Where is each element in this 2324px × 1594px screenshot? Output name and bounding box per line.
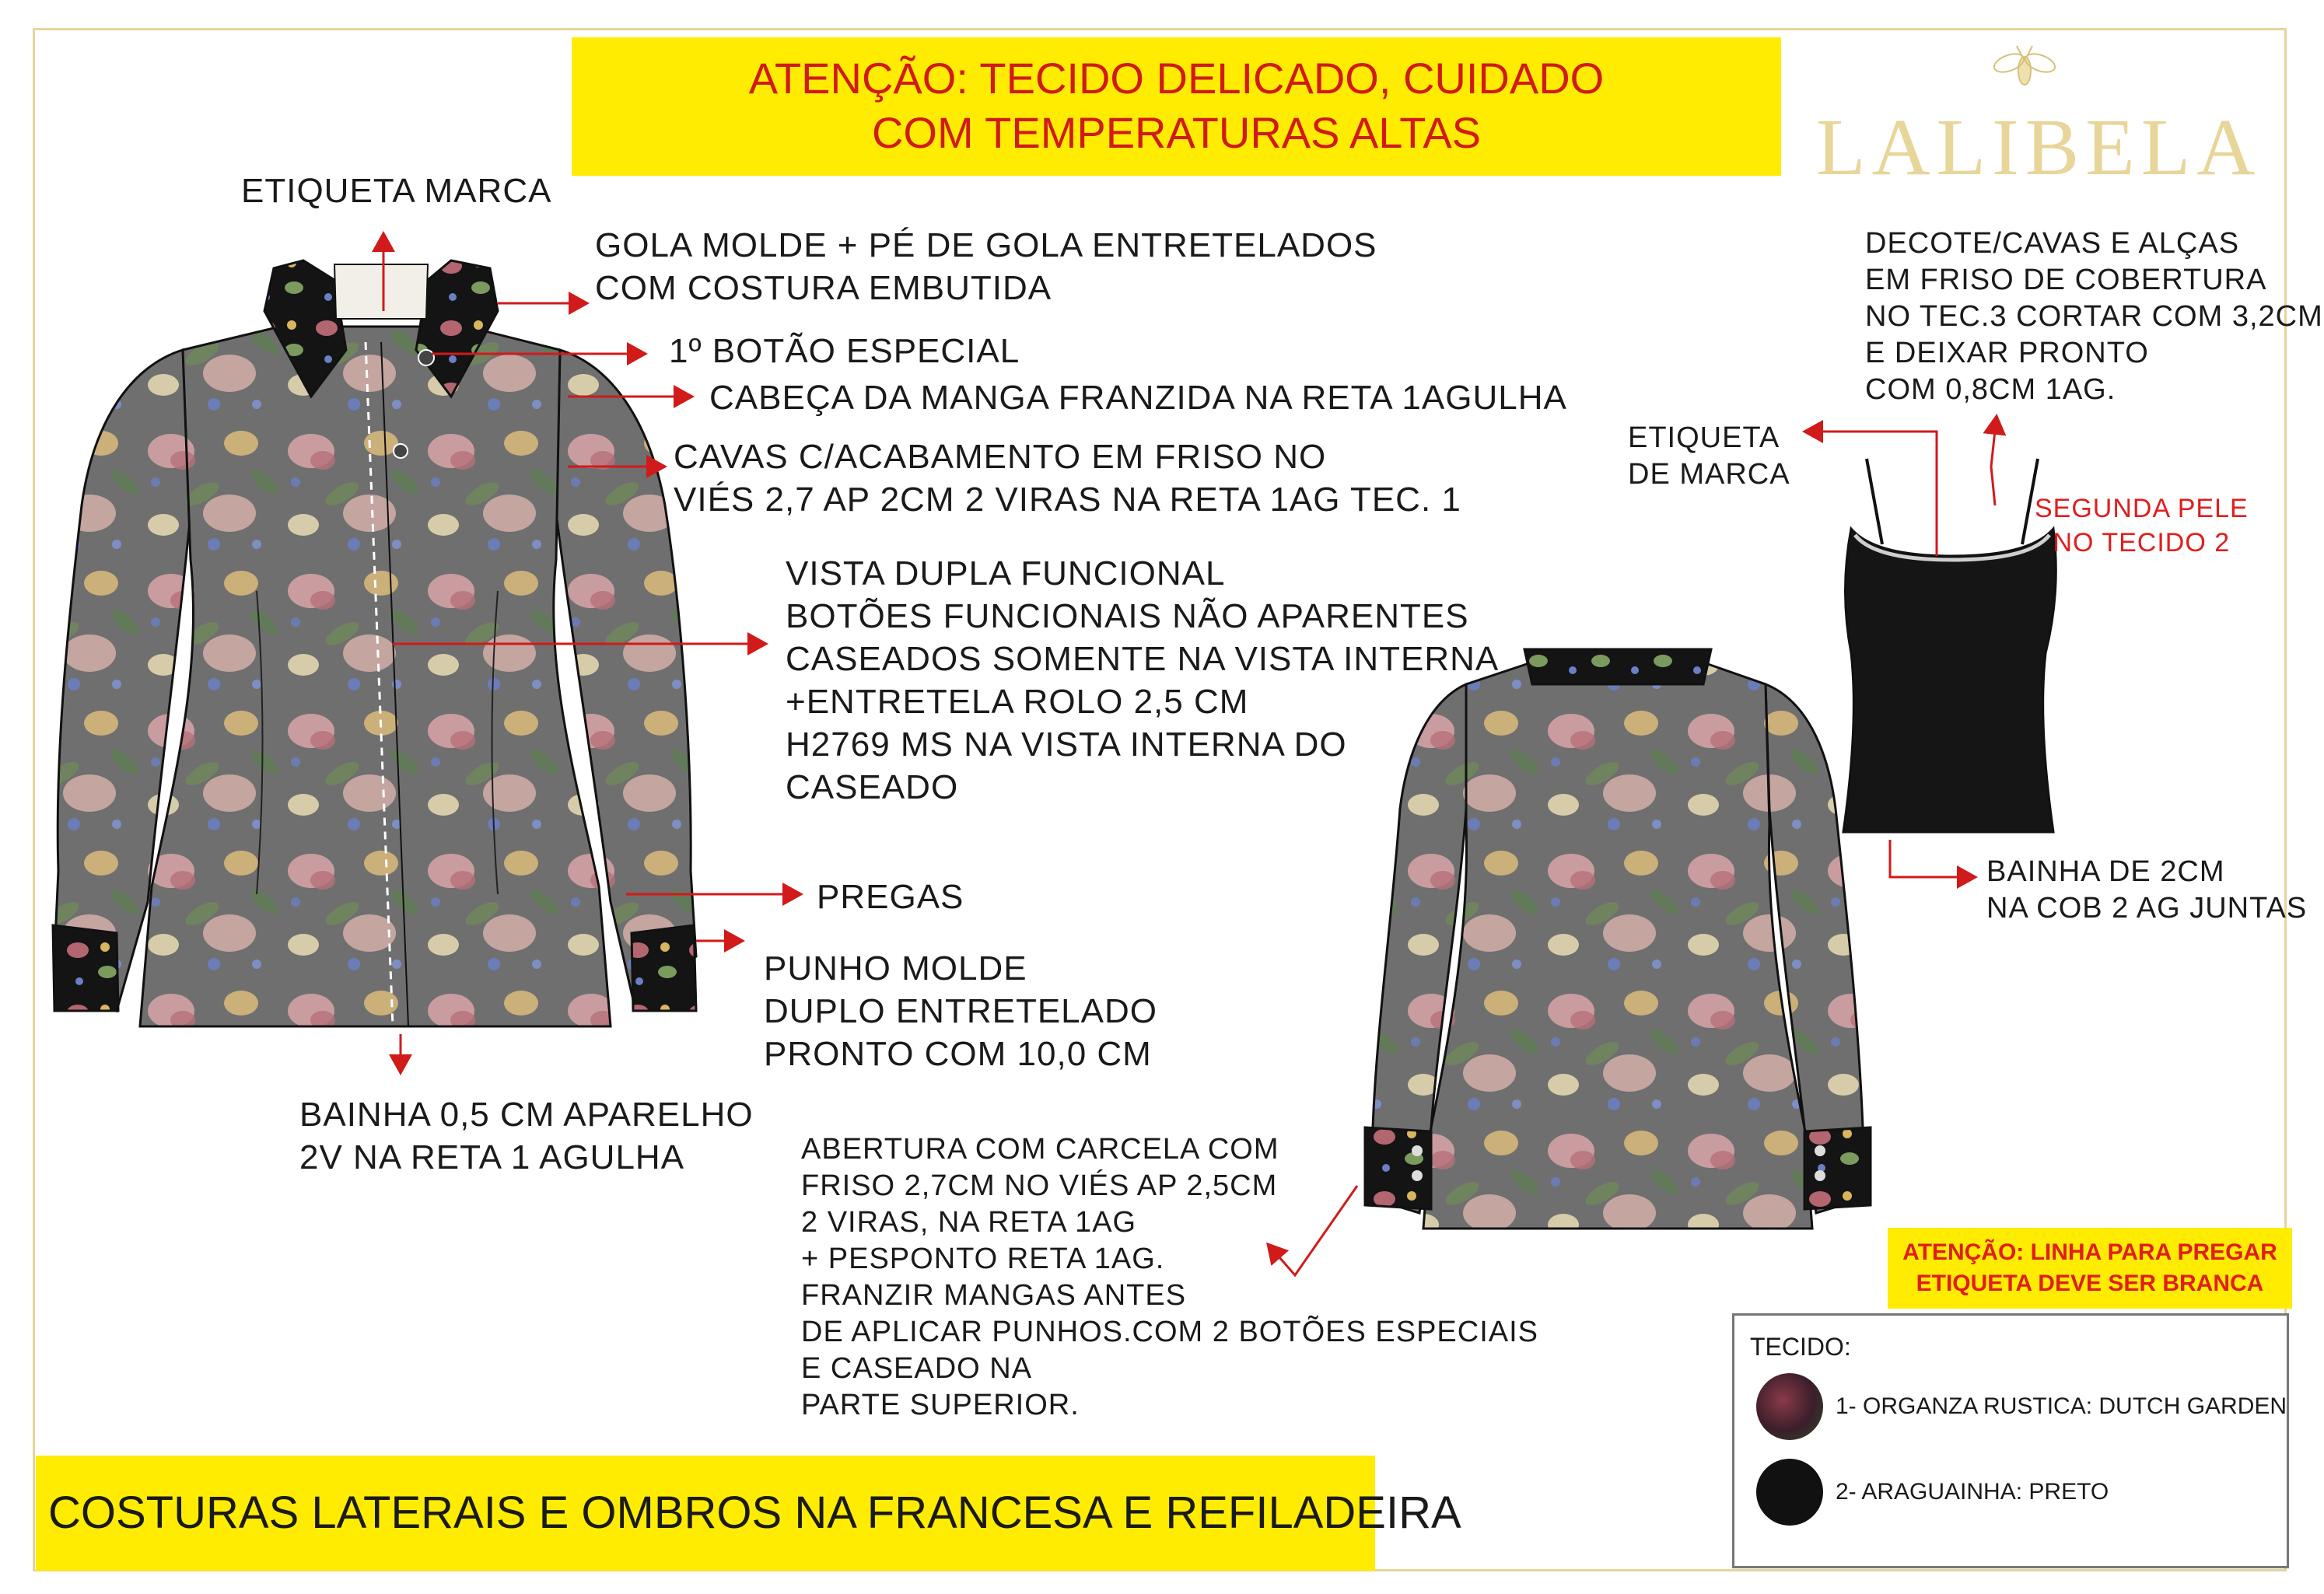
note-camisole-neckline: DECOTE/CAVAS E ALÇAS EM FRISO DE COBERTURA NO TEC.3 CORTAR COM 3,2CM E DEIXAR PRONTO COM 0,8CM 1AG. [1865,227,2323,406]
camisole-left-strap [1867,459,1882,544]
back-cuff-button [1815,1145,1825,1156]
fabric-legend-item-2: 2- ARAGUAINHA: PRETO [1836,1479,2109,1505]
note-first-button: 1º BOTÃO ESPECIAL [669,332,1020,370]
front-button-2 [394,444,408,458]
camisole-body [1843,529,2056,832]
fabric-swatch-araguainha [1756,1459,1823,1526]
note-camisole-hem: BAINHA DE 2CM NA COB 2 AG JUNTAS [1986,855,2308,925]
note-label-brand: ETIQUETA MARCA [241,172,552,210]
front-left-cuff [53,925,118,1011]
bottom-seam-banner: COSTURAS LATERAIS E OMBROS NA FRANCESA E REFILADEIRA [36,1456,1375,1571]
back-cuff-button [1815,1170,1825,1181]
white-thread-warning: ATENÇÃO: LINHA PARA PREGAR ETIQUETA DEVE SER BRANCA [1888,1228,2292,1309]
fabric-legend-item-1: 1- ORGANZA RUSTICA: DUTCH GARDEN [1836,1393,2287,1419]
back-collar [1524,649,1711,684]
note-cuff: PUNHO MOLDE DUPLO ENTRETELADO PRONTO COM 10,0 CM [764,949,1157,1073]
note-sleeve-head: CABEÇA DA MANGA FRANZIDA NA RETA 1AGULHA [709,379,1567,417]
note-collar: GOLA MOLDE + PÉ DE GOLA ENTRETELADOS COM COSTURA EMBUTIDA [595,226,1377,307]
front-collar-stand [334,264,428,319]
front-right-cuff [632,925,696,1011]
note-second-skin: SEGUNDA PELE NO TECIDO 2 [2035,494,2249,558]
note-opening: ABERTURA COM CARCELA COM FRISO 2,7CM NO VIÉS AP 2,5CM 2 VIRAS, NA RETA 1AG + PESPONTO RETA 1AG. FRANZIR MANGAS ANTES DE APLICAR PUNHOS.COM 2 BOTÕES ESPECIAIS E CASEADO NA PARTE SUPERIOR. [801,1133,1539,1421]
front-first-button [418,350,434,365]
brand-logo: LALIBELA [1816,103,2262,192]
fabric-legend-title: TECIDO: [1750,1333,1851,1361]
top-banner-line-2: COM TEMPERATURAS ALTAS [871,108,1482,157]
top-warning-banner [572,37,1781,176]
note-armhole: CAVAS C/ACABAMENTO EM FRISO NO VIÉS 2,7 AP 2CM 2 VIRAS NA RETA 1AG TEC. 1 [674,438,1461,519]
note-hem: BAINHA 0,5 CM APARELHO 2V NA RETA 1 AGULHA [299,1096,754,1176]
fabric-swatch-organza [1756,1373,1823,1440]
fabric-legend [1732,1313,2289,1568]
front-body [140,327,611,1026]
note-pleats: PREGAS [817,878,964,916]
note-camisole-label: ETIQUETA DE MARCA [1628,421,1790,491]
bee-icon [1992,46,2057,85]
back-right-cuff [1804,1127,1871,1209]
top-banner-line-1: ATENÇÃO: TECIDO DELICADO, CUIDADO [748,54,1605,103]
camisole-brand-label [1927,537,1954,552]
camisole-drawing [1843,459,2056,832]
note-placket: VISTA DUPLA FUNCIONAL BOTÕES FUNCIONAIS NÃO APARENTES CASEADOS SOMENTE NA VISTA INTERNA +ENTRETELA ROLO 2,5 CM H2769 MS NA VISTA INTERNA DO CASEADO [786,554,1500,806]
